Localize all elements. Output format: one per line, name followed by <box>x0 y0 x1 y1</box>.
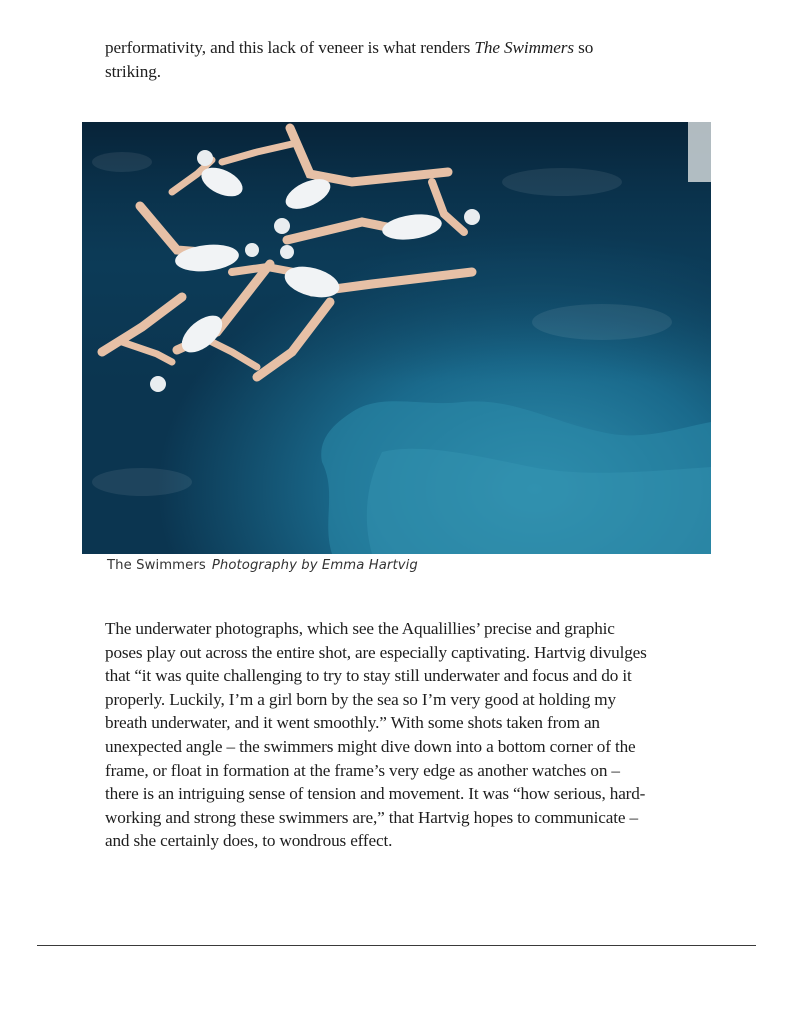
footer-divider <box>37 945 756 946</box>
underwater-swimmers-image <box>82 122 711 554</box>
intro-title-italic: The Swimmers <box>474 38 574 57</box>
body-line: breath underwater, and it went smoothly.” With some shots taken from an <box>105 713 600 733</box>
body-line: The underwater photographs, which see the Aqualillies’ precise and graphic <box>105 619 615 638</box>
photo-caption <box>107 558 418 573</box>
caption-credit: Photography by Emma Hartvig <box>211 558 418 573</box>
intro-text-after: so <box>573 38 594 57</box>
body-paragraph <box>105 617 695 853</box>
body-line: poses play out across the entire shot, are especially captivating. Hartvig divulges <box>105 642 647 662</box>
body-line: that “it was quite challenging to try to stay still underwater and focus and do it <box>105 666 632 686</box>
body-line: properly. Luckily, I’m a girl born by the sea so I’m very good at holding my <box>105 689 616 709</box>
body-line: frame, or float in formation at the frame’s very edge as another watches on – <box>105 760 620 780</box>
body-line: there is an intriguing sense of tension and movement. It was “how serious, hard- <box>105 784 646 804</box>
article-photo <box>82 122 711 554</box>
body-line: unexpected angle – the swimmers might dive down into a bottom corner of the <box>105 736 636 756</box>
intro-paragraph <box>105 36 695 84</box>
intro-text-before: performativity, and this lack of veneer is what renders <box>105 38 475 57</box>
body-line: working and strong these swimmers are,” that Hartvig hopes to communicate – <box>105 807 638 827</box>
body-line: and she certainly does, to wondrous effect. <box>105 831 393 851</box>
caption-title: The Swimmers <box>107 558 206 573</box>
intro-text-line2: striking. <box>105 62 161 81</box>
